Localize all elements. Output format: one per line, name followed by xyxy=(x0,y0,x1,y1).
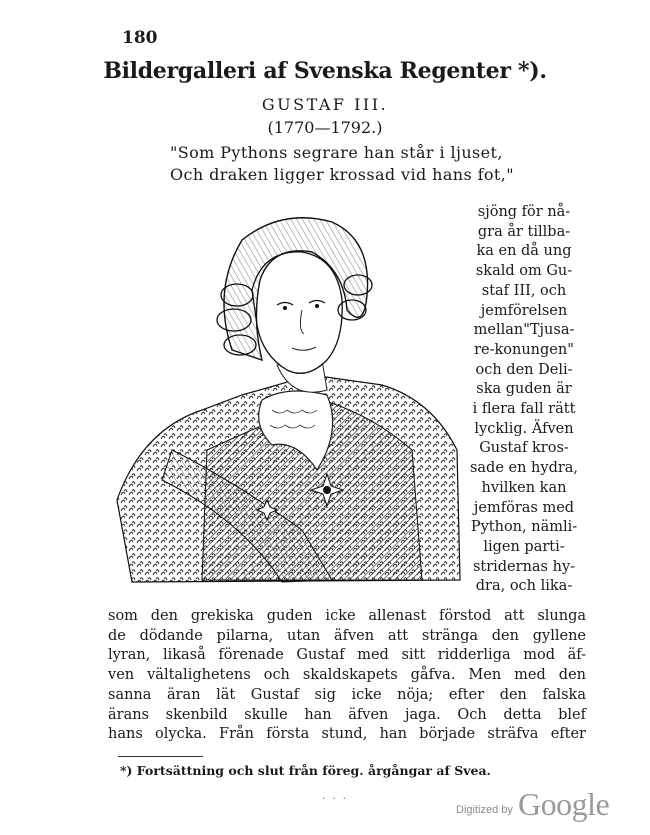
text-line: jemföras med xyxy=(473,499,575,516)
text-line: gra år tillba- xyxy=(477,223,571,240)
text-line: hvilken kan xyxy=(481,479,567,496)
text-line: ärans skenbild skulle han äfven jaga. Och detta blef xyxy=(108,706,586,723)
text-line: sade en hydra, xyxy=(469,460,579,477)
text-line: lycklig. Äfven xyxy=(474,420,574,437)
text-line: som den grekiska guden icke allenast förstod att slunga xyxy=(108,608,586,624)
text-line: ligen parti- xyxy=(483,538,565,555)
text-line: och den Deli- xyxy=(475,361,573,378)
quote-line: Och draken ligger krossad vid hans fot," xyxy=(170,165,514,184)
text-line: mellan"Tjusa- xyxy=(473,322,575,339)
portrait-engraving xyxy=(112,200,462,590)
text-line: i flera fall rätt xyxy=(472,401,576,418)
regent-name: GUSTAF III. xyxy=(261,95,389,114)
text-line: jemförelsen xyxy=(480,302,568,319)
text-line: ven vältalighetens och skaldskapets gåfva. Men med den xyxy=(108,667,586,684)
text-line: stridernas hy- xyxy=(472,558,576,575)
text-line: dra, och lika- xyxy=(475,578,573,595)
text-line: de dödande pilarna, utan äfven att stränga den gyllene xyxy=(108,627,586,644)
text-line: Python, nämli- xyxy=(470,519,578,536)
text-line: hans olycka. Från första stund, han började sträfva efter xyxy=(108,726,586,743)
decorative-dots: · · · xyxy=(322,794,348,805)
text-line: sanna äran lät Gustaf sig icke nöja; efter den falska xyxy=(108,686,586,703)
body-paragraph xyxy=(108,607,586,745)
text-line: re-konungen" xyxy=(474,341,574,358)
footnote: *) Fortsättning och slut från föreg. årgångar af Svea. xyxy=(120,763,491,778)
face xyxy=(252,252,342,373)
digitized-by-label: Digitized by xyxy=(456,804,513,816)
google-logo: Google xyxy=(518,786,610,822)
text-line: sjöng för nå- xyxy=(477,204,571,220)
text-line: lyran, likaså förenade Gustaf med sitt ridderliga mod äf- xyxy=(108,647,586,664)
wrapped-column-text xyxy=(464,203,584,597)
page-title: Bildergalleri af Svenska Regenter *). xyxy=(103,58,547,84)
reign-years: (1770—1792.) xyxy=(267,118,383,137)
text-line: ka en då ung xyxy=(476,243,572,260)
page-number: 180 xyxy=(122,28,158,48)
quote-line: "Som Pythons segrare han står i ljuset, xyxy=(170,143,503,162)
text-line: staf III, och xyxy=(481,282,567,299)
text-line: ska guden är xyxy=(476,381,572,398)
text-line: skald om Gu- xyxy=(475,263,573,280)
footnote-divider xyxy=(118,756,203,757)
epigraph-quote xyxy=(170,142,514,186)
text-line: Gustaf kros- xyxy=(479,440,569,457)
